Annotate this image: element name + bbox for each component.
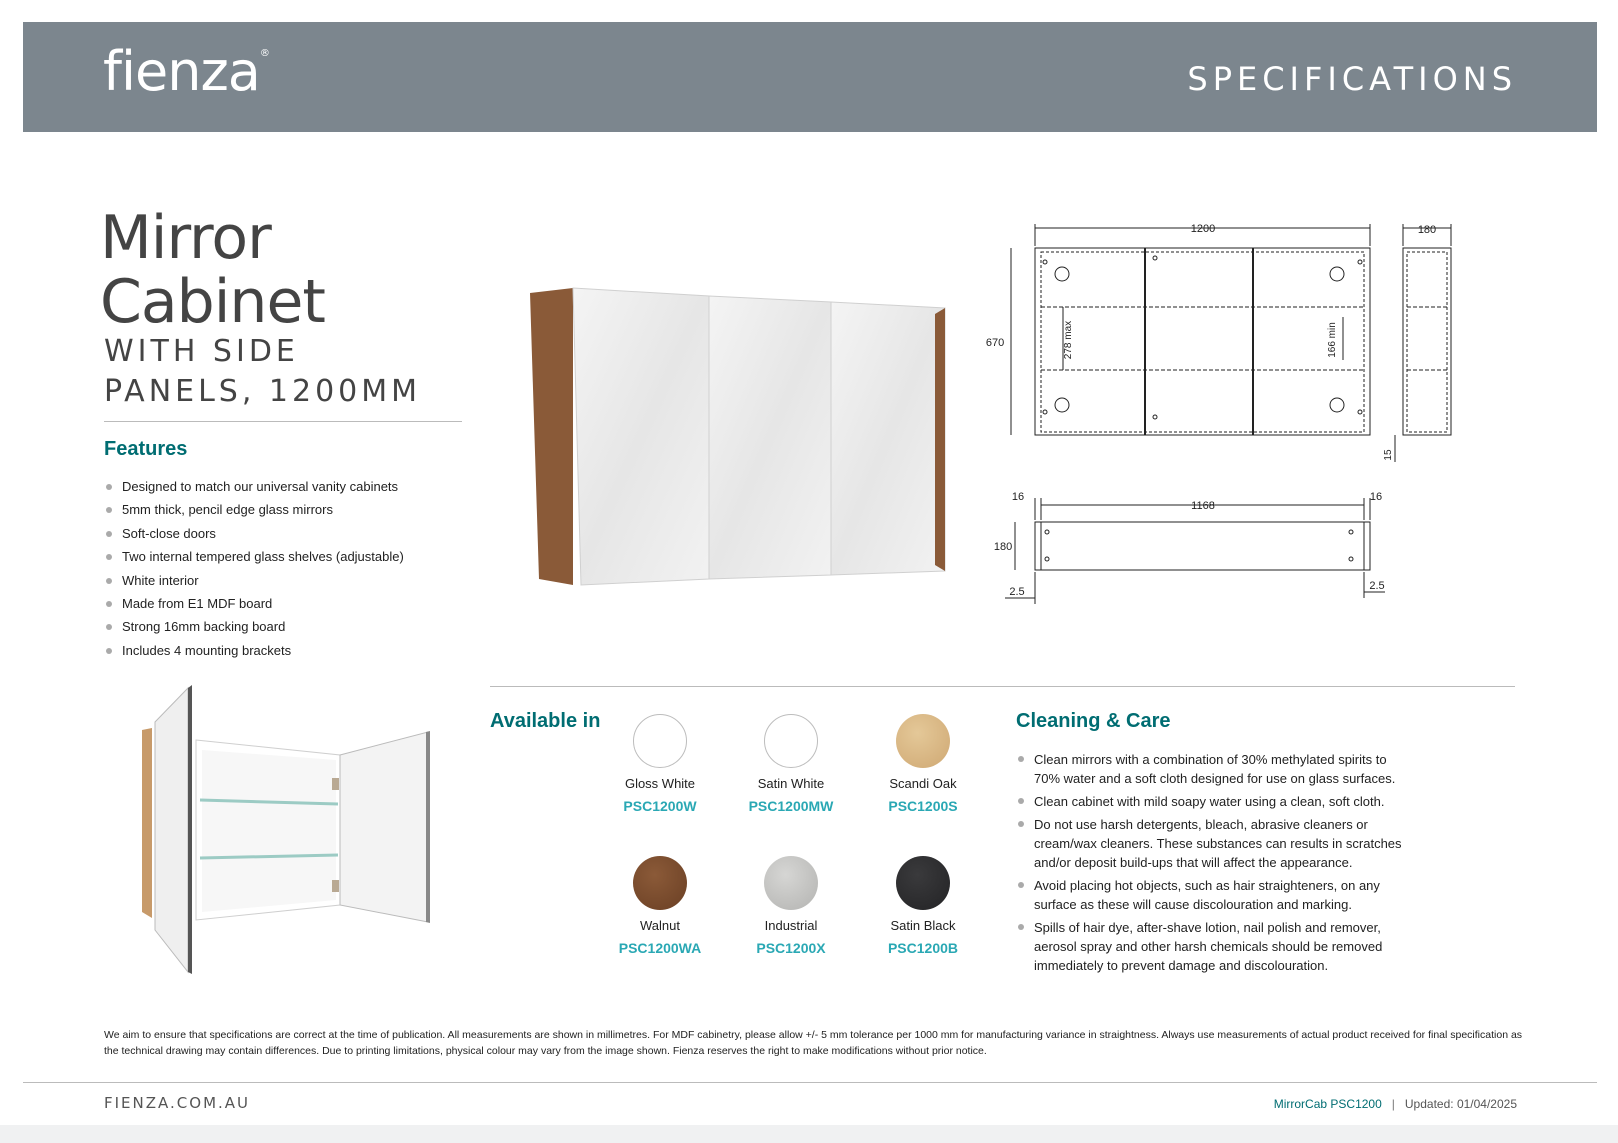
bullet-icon bbox=[106, 601, 112, 607]
list-item: 5mm thick, pencil edge glass mirrors bbox=[104, 501, 404, 524]
care-list bbox=[1016, 750, 1411, 979]
bullet-icon bbox=[106, 531, 112, 537]
color-swatch bbox=[764, 714, 818, 768]
bullet-icon bbox=[106, 624, 112, 630]
dim-shelf-min: 166 min bbox=[1327, 322, 1338, 358]
swatch-industrial: Industrial PSC1200X bbox=[721, 856, 861, 957]
dim-width: 1200 bbox=[1190, 223, 1216, 235]
dim-depth: 180 bbox=[1417, 224, 1437, 236]
features-heading: Features bbox=[104, 438, 188, 460]
color-swatch bbox=[633, 856, 687, 910]
dim-top-depth: 180 bbox=[993, 541, 1013, 553]
list-item: White interior bbox=[104, 572, 404, 595]
swatch-walnut: Walnut PSC1200WA bbox=[590, 856, 730, 957]
dim-shelf-max: 278 max bbox=[1063, 320, 1074, 360]
updated-label: Updated: bbox=[1404, 1097, 1454, 1111]
list-item: Includes 4 mounting brackets bbox=[104, 642, 404, 665]
bullet-icon bbox=[106, 484, 112, 490]
list-item: Avoid placing hot objects, such as hair straighteners, on any surface as these will cause discolouration and marking. bbox=[1016, 876, 1411, 914]
list-item: Clean mirrors with a combination of 30% methylated spirits to 70% water and a soft cloth designed for use on glass surfaces. bbox=[1016, 750, 1411, 788]
footer-band bbox=[0, 1125, 1618, 1143]
swatch-scandi-oak: Scandi Oak PSC1200S bbox=[853, 714, 993, 815]
list-item: Made from E1 MDF board bbox=[104, 595, 404, 618]
available-heading: Available in bbox=[490, 710, 601, 732]
dim-bottom: 15 bbox=[1383, 449, 1394, 461]
dim-side-right: 16 bbox=[1369, 491, 1383, 503]
dim-height: 670 bbox=[985, 337, 1005, 349]
section-title: SPECIFICATIONS bbox=[1187, 60, 1517, 98]
bullet-icon bbox=[1018, 924, 1024, 930]
fienza-logo: fienza® bbox=[103, 40, 269, 103]
list-item: Strong 16mm backing board bbox=[104, 618, 404, 641]
swatch-satin-black: Satin Black PSC1200B bbox=[853, 856, 993, 957]
bullet-icon bbox=[1018, 882, 1024, 888]
technical-drawing bbox=[985, 222, 1515, 630]
divider bbox=[490, 686, 1515, 687]
model-number: MirrorCab PSC1200 bbox=[1273, 1097, 1382, 1111]
dim-inner: 1168 bbox=[1191, 500, 1215, 512]
product-image bbox=[525, 285, 955, 590]
product-subtitle: WITH SIDE PANELS, 1200MM bbox=[104, 334, 422, 409]
features-list bbox=[104, 478, 404, 665]
color-swatch bbox=[896, 856, 950, 910]
updated-date: 01/04/2025 bbox=[1456, 1097, 1517, 1111]
disclaimer: We aim to ensure that specifications are correct at the time of publication. All measurements are shown in millimetres. For MDF cabinetry, please allow +/- 5 mm tolerance per 1000 mm for manufacturing variance in straightness. Always use measurements of actual product received for final specification as the technical drawing may contain differences. Due to printing limitations, physical colour may vary from the image shown. Fienza reserves the right to make modifications without prior notice. bbox=[104, 1029, 1523, 1057]
footer-meta: MirrorCab PSC1200 | Updated: 01/04/2025 bbox=[1273, 1097, 1517, 1111]
list-item: Designed to match our universal vanity cabinets bbox=[104, 478, 404, 501]
list-item: Do not use harsh detergents, bleach, abrasive cleaners or cream/wax cleaners. These substances can results in scratches and/or deposit build-ups that will affect the appearance. bbox=[1016, 815, 1411, 872]
bullet-icon bbox=[1018, 821, 1024, 827]
product-title: Mirror Cabinet bbox=[100, 203, 325, 337]
bullet-icon bbox=[1018, 798, 1024, 804]
color-swatch bbox=[764, 856, 818, 910]
bullet-icon bbox=[106, 554, 112, 560]
open-cabinet-image bbox=[140, 680, 430, 975]
care-heading: Cleaning & Care bbox=[1016, 710, 1171, 732]
list-item: Clean cabinet with mild soapy water using a clean, soft cloth. bbox=[1016, 792, 1411, 811]
color-swatch bbox=[896, 714, 950, 768]
bullet-icon bbox=[1018, 756, 1024, 762]
front-view bbox=[1005, 224, 1451, 604]
divider bbox=[23, 1082, 1597, 1083]
dim-offset-right: 2.5 bbox=[1369, 580, 1385, 592]
dim-side-left: 16 bbox=[1011, 491, 1025, 503]
list-item: Soft-close doors bbox=[104, 525, 404, 548]
bullet-icon bbox=[106, 648, 112, 654]
bullet-icon bbox=[106, 507, 112, 513]
list-item: Two internal tempered glass shelves (adjustable) bbox=[104, 548, 404, 571]
header-banner bbox=[23, 22, 1597, 132]
swatch-gloss-white: Gloss White PSC1200W bbox=[590, 714, 730, 815]
list-item: Spills of hair dye, after-shave lotion, nail polish and remover, aerosol spray and other harsh chemicals should be removed immediately to prevent damage and discolouration. bbox=[1016, 918, 1411, 975]
swatch-satin-white: Satin White PSC1200MW bbox=[721, 714, 861, 815]
divider bbox=[104, 421, 462, 422]
color-swatch bbox=[633, 714, 687, 768]
dim-offset-left: 2.5 bbox=[1009, 586, 1025, 598]
website-link[interactable]: FIENZA.COM.AU bbox=[104, 1094, 251, 1112]
bullet-icon bbox=[106, 578, 112, 584]
